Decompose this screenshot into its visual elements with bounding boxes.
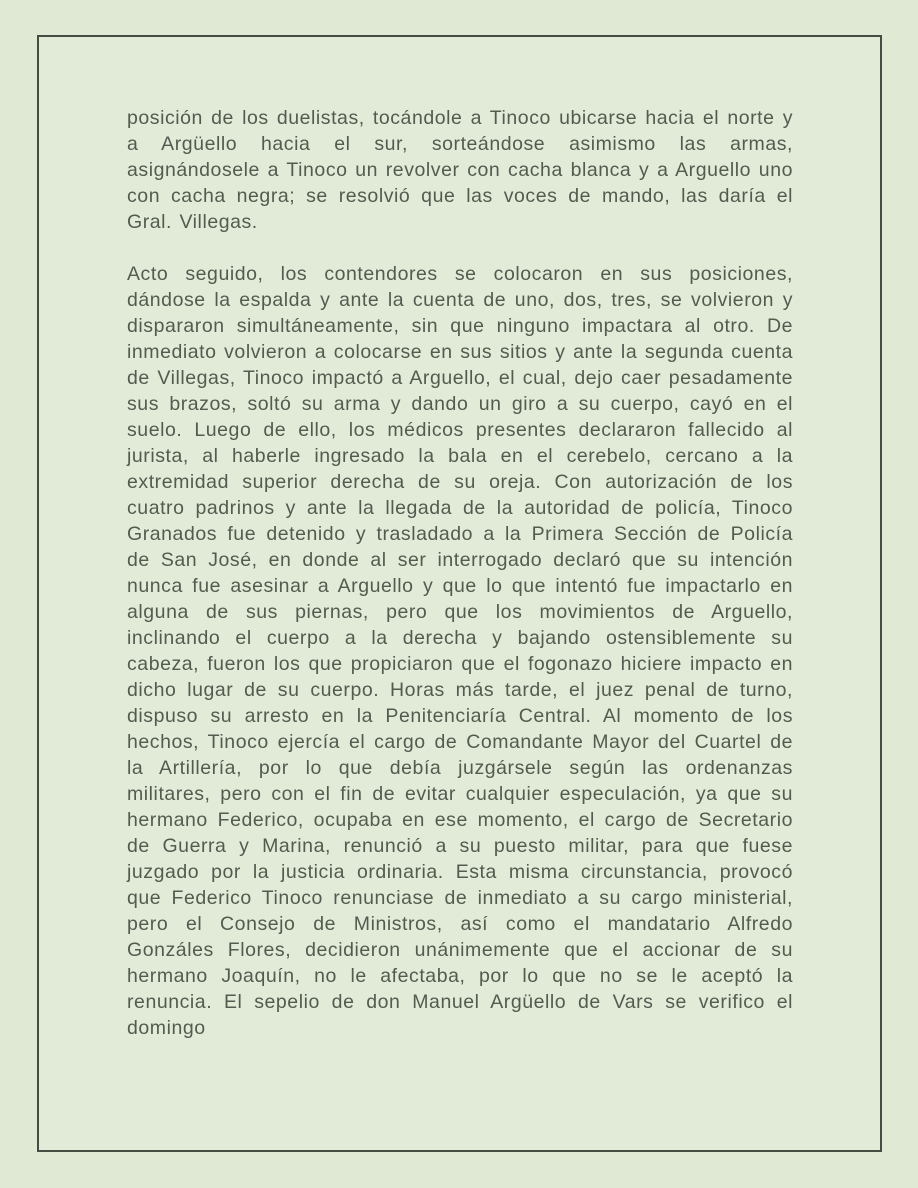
- paragraph-2: Acto seguido, los contendores se colocaron en sus posiciones, dándose la espalda y ante la cuenta de uno, dos, tres, se volvieron y dispararon simultáneamente, sin que ninguno impactara al otro. De inmediato volvieron a colocarse en sus sitios y ante la segunda cuenta de Villegas, Tinoco impactó a Arguello, el cual, dejo caer pesadamente sus brazos, soltó su arma y dando un giro a su cuerpo, cayó en el suelo. Luego de ello, los médicos presentes declararon fallecido al jurista, al haberle ingresado la bala en el cerebelo, cercano a la extremidad superior derecha de su oreja. Con autorización de los cuatro padrinos y ante la llegada de la autoridad de policía, Tinoco Granados fue detenido y trasladado a la Primera Sección de Policía de San José, en donde al ser interrogado declaró que su intención nunca fue asesinar a Arguello y que lo que intentó fue impactarlo en alguna de sus piernas, pero que los movimientos de Arguello, inclinando el cuerpo a la derecha y bajando ostensiblemente su cabeza, fueron los que propiciaron que el fogonazo hiciere impacto en dicho lugar de su cuerpo. Horas más tarde, el juez penal de turno, dispuso su arresto en la Penitenciaría Central. Al momento de los hechos, Tinoco ejercía el cargo de Comandante Mayor del Cuartel de la Artillería, por lo que debía juzgársele según las ordenanzas militares, pero con el fin de evitar cualquier especulación, ya que su hermano Federico, ocupaba en ese momento, el cargo de Secretario de Guerra y Marina, renunció a su puesto militar, para que fuese juzgado por la justicia ordinaria. Esta misma circunstancia, provocó que Federico Tinoco renunciase de inmediato a su cargo ministerial, pero el Consejo de Ministros, así como el mandatario Alfredo Gonzáles Flores, decidieron unánimemente que el accionar de su hermano Joaquín, no le afectaba, por lo que no se le aceptó la renuncia. El sepelio de don Manuel Argüello de Vars se verifico el domingo: [127, 263, 793, 1039]
- paragraph-1: posición de los duelistas, tocándole a Tinoco ubicarse hacia el norte y a Argüello hacia el sur, sorteándose asimismo las armas, asignándosele a Tinoco un revolver con cacha blanca y a Arguello uno con cacha negra; se resolvió que las voces de mando, las daría el Gral. Villegas.: [127, 107, 793, 233]
- document-text: [127, 105, 793, 1041]
- page-frame: [37, 35, 882, 1152]
